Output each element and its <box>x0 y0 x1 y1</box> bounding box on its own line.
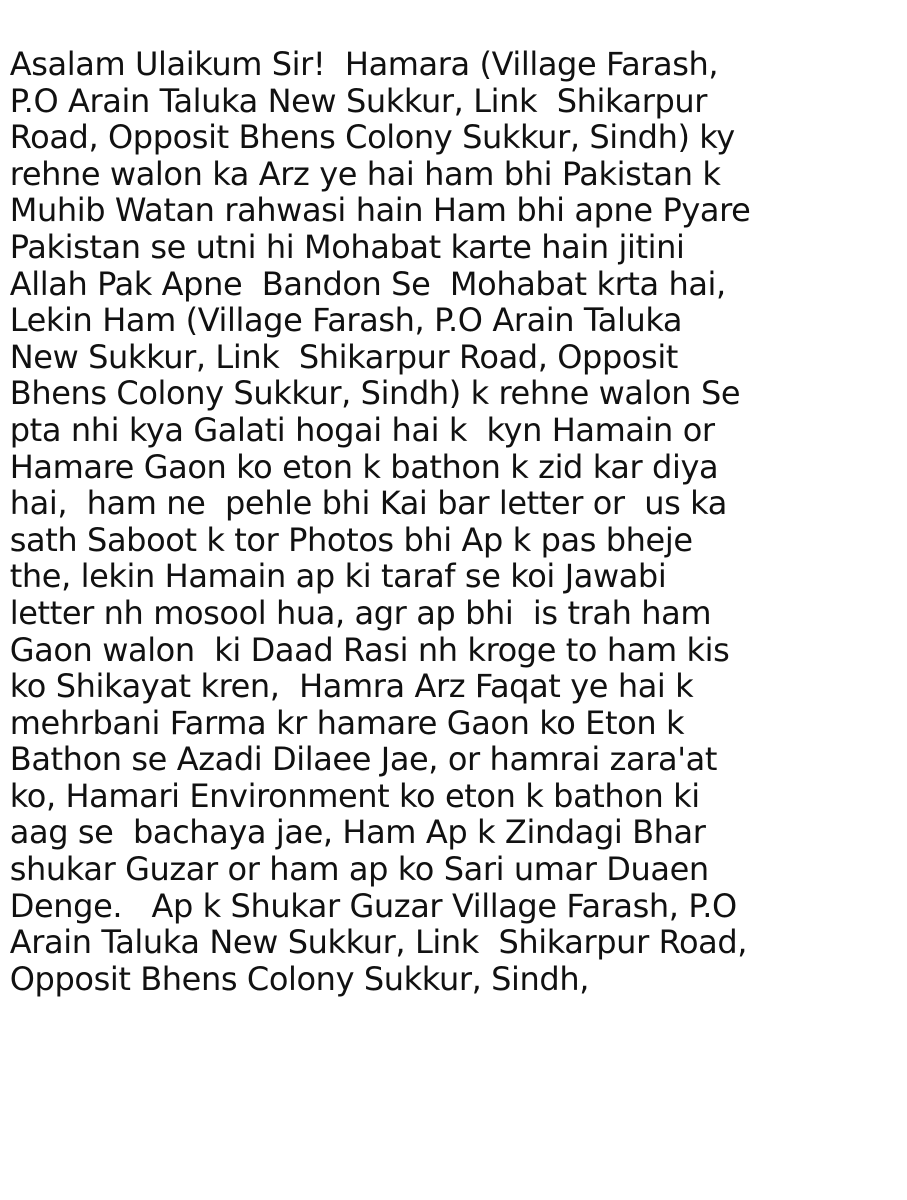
letter-line-23: shukar Guzar or ham ap ko Sari umar Duaen <box>0 850 709 889</box>
letter-line-26: Opposit Bhens Colony Sukkur, Sindh, <box>0 959 589 998</box>
letter-line-15: the, lekin Hamain ap ki taraf se koi Jawabi <box>0 557 667 596</box>
letter-line-18: ko Shikayat kren, Hamra Arz Faqat ye hai k <box>0 667 694 706</box>
letter-line-13: hai, ham ne pehle bhi Kai bar letter or us ka <box>0 484 727 523</box>
letter-line-2: P.O Arain Taluka New Sukkur, Link Shikarpur <box>0 81 708 120</box>
letter-line-19: mehrbani Farma kr hamare Gaon ko Eton k <box>0 703 685 742</box>
letter-line-10: Bhens Colony Sukkur, Sindh) k rehne walon Se <box>0 374 741 413</box>
letter-line-16: letter nh mosool hua, agr ap bhi is trah ham <box>0 593 712 632</box>
letter-line-21: ko, Hamari Environment ko eton k bathon ki <box>0 776 700 815</box>
letter-line-25: Arain Taluka New Sukkur, Link Shikarpur Road, <box>0 923 748 962</box>
letter-line-7: Allah Pak Apne Bandon Se Mohabat krta hai, <box>0 264 726 303</box>
letter-line-4: rehne walon ka Arz ye hai ham bhi Pakistan k <box>0 154 721 193</box>
letter-line-8: Lekin Ham (Village Farash, P.O Arain Taluka <box>0 301 683 340</box>
letter-line-20: Bathon se Azadi Dilaee Jae, or hamrai zara'at <box>0 740 717 779</box>
letter-line-5: Muhib Watan rahwasi hain Ham bhi apne Pyare <box>0 191 751 230</box>
letter-line-9: New Sukkur, Link Shikarpur Road, Opposit <box>0 337 678 376</box>
letter-line-24: Denge. Ap k Shukar Guzar Village Farash, P.O <box>0 886 737 925</box>
letter-line-14: sath Saboot k tor Photos bhi Ap k pas bheje <box>0 520 693 559</box>
letter-body <box>0 46 907 997</box>
letter-line-17: Gaon walon ki Daad Rasi nh kroge to ham kis <box>0 630 730 669</box>
letter-line-3: Road, Opposit Bhens Colony Sukkur, Sindh) ky <box>0 118 735 157</box>
letter-line-22: aag se bachaya jae, Ham Ap k Zindagi Bhar <box>0 813 706 852</box>
letter-line-1: Asalam Ulaikum Sir! Hamara (Village Farash, <box>0 45 719 83</box>
letter-line-12: Hamare Gaon ko eton k bathon k zid kar diya <box>0 447 719 486</box>
letter-line-6: Pakistan se utni hi Mohabat karte hain jitini <box>0 227 685 266</box>
letter-line-11: pta nhi kya Galati hogai hai k kyn Hamain or <box>0 410 715 449</box>
